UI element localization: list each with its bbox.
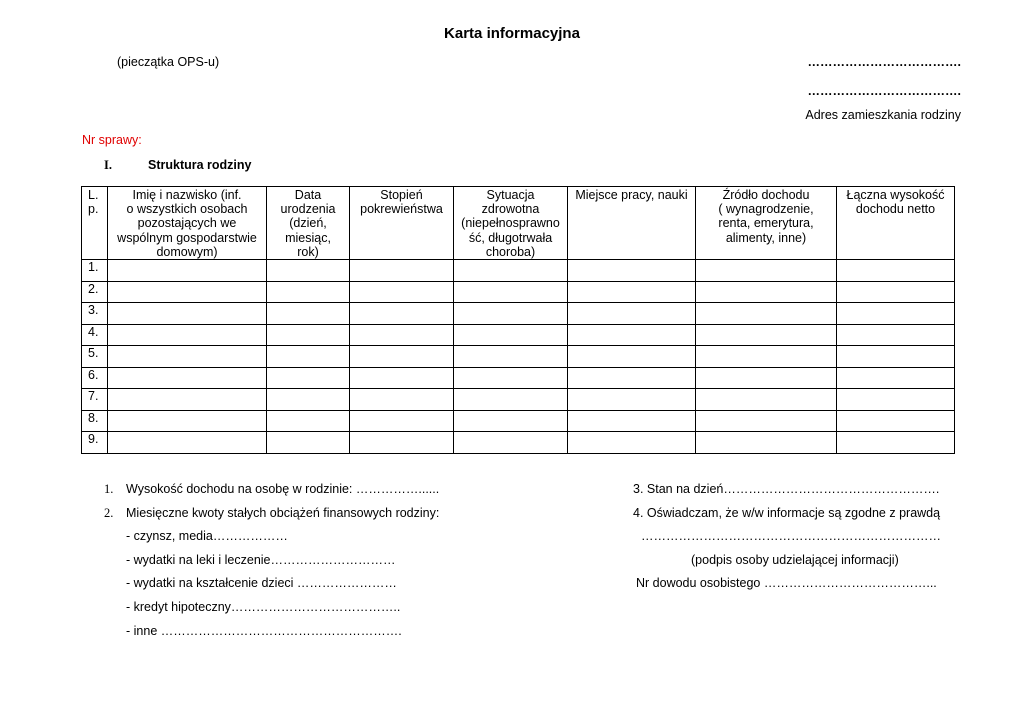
item-1-number: 1. xyxy=(104,482,114,496)
table-cell[interactable] xyxy=(568,389,696,411)
table-cell[interactable] xyxy=(568,410,696,432)
row-number: 8. xyxy=(82,410,108,432)
table-cell[interactable] xyxy=(696,432,837,454)
stamp-label: (pieczątka OPS-u) xyxy=(117,55,220,69)
table-cell[interactable] xyxy=(108,432,267,454)
table-row xyxy=(82,281,955,303)
table-cell[interactable] xyxy=(350,303,454,325)
address-dots-line-1: ………………………………. xyxy=(807,55,961,69)
table-cell[interactable] xyxy=(108,346,267,368)
section-title: Struktura rodziny xyxy=(148,158,252,172)
table-cell[interactable] xyxy=(267,389,350,411)
row-number: 1. xyxy=(82,260,108,282)
table-cell[interactable] xyxy=(837,367,955,389)
table-header-row xyxy=(82,187,955,260)
table-cell[interactable] xyxy=(267,324,350,346)
table-cell[interactable] xyxy=(696,260,837,282)
section-number: I. xyxy=(104,158,112,172)
table-cell[interactable] xyxy=(267,367,350,389)
table-cell[interactable] xyxy=(350,367,454,389)
table-cell[interactable] xyxy=(696,281,837,303)
table-cell[interactable] xyxy=(454,367,568,389)
table-cell[interactable] xyxy=(837,260,955,282)
cost-mortgage: - kredyt hipoteczny………………………………….. xyxy=(126,600,401,614)
table-cell[interactable] xyxy=(454,324,568,346)
column-header: L. p. xyxy=(82,187,108,260)
monthly-costs-heading: Miesięczne kwoty stałych obciążeń finansowych rodziny: xyxy=(126,506,440,520)
table-cell[interactable] xyxy=(267,281,350,303)
id-card-number-line: Nr dowodu osobistego …………………………………... xyxy=(636,576,937,590)
column-header: Imię i nazwisko (inf. o wszystkich osobach pozostających we wspólnym gospodarstwie domowym) xyxy=(108,187,267,260)
table-cell[interactable] xyxy=(837,389,955,411)
table-row xyxy=(82,324,955,346)
table-cell[interactable] xyxy=(454,410,568,432)
table-cell[interactable] xyxy=(454,346,568,368)
table-cell[interactable] xyxy=(696,410,837,432)
table-cell[interactable] xyxy=(568,367,696,389)
cost-rent-media: - czynsz, media……………… xyxy=(126,529,288,543)
table-cell[interactable] xyxy=(267,432,350,454)
table-cell[interactable] xyxy=(108,281,267,303)
table-cell[interactable] xyxy=(568,281,696,303)
table-cell[interactable] xyxy=(696,367,837,389)
family-structure-table xyxy=(81,186,955,454)
row-number: 5. xyxy=(82,346,108,368)
cost-other: - inne …………………………………………………. xyxy=(126,624,402,638)
income-per-person-line: Wysokość dochodu na osobę w rodzinie: ……………...... xyxy=(126,482,440,496)
table-row xyxy=(82,432,955,454)
table-cell[interactable] xyxy=(568,432,696,454)
table-cell[interactable] xyxy=(696,324,837,346)
cost-education: - wydatki na kształcenie dzieci …………………… xyxy=(126,576,397,590)
table-cell[interactable] xyxy=(108,410,267,432)
table-cell[interactable] xyxy=(837,303,955,325)
table-cell[interactable] xyxy=(267,260,350,282)
table-row xyxy=(82,367,955,389)
table-cell[interactable] xyxy=(696,346,837,368)
table-row xyxy=(82,410,955,432)
case-number-label: Nr sprawy: xyxy=(82,133,142,147)
row-number: 4. xyxy=(82,324,108,346)
signature-dots-line: ……………………………………………………………… xyxy=(641,529,941,543)
table-cell[interactable] xyxy=(350,260,454,282)
table-cell[interactable] xyxy=(108,367,267,389)
table-cell[interactable] xyxy=(108,389,267,411)
column-header: Źródło dochodu ( wynagrodzenie, renta, emerytura, alimenty, inne) xyxy=(696,187,837,260)
table-cell[interactable] xyxy=(837,410,955,432)
state-as-of-date-line: 3. Stan na dzień……………………………………………. xyxy=(633,482,940,496)
table-cell[interactable] xyxy=(350,410,454,432)
table-cell[interactable] xyxy=(350,324,454,346)
column-header: Stopień pokrewieństwa xyxy=(350,187,454,260)
table-row xyxy=(82,346,955,368)
table-cell[interactable] xyxy=(454,303,568,325)
table-row xyxy=(82,389,955,411)
table-cell[interactable] xyxy=(454,281,568,303)
declaration-text: 4. Oświadczam, że w/w informacje są zgodne z prawdą xyxy=(633,506,941,520)
column-header: Miejsce pracy, nauki xyxy=(568,187,696,260)
item-2-number: 2. xyxy=(104,506,114,520)
cost-medicine: - wydatki na leki i leczenie………………………… xyxy=(126,553,396,567)
table-cell[interactable] xyxy=(568,346,696,368)
table-cell[interactable] xyxy=(108,260,267,282)
document-title: Karta informacyjna xyxy=(444,25,580,42)
row-number: 6. xyxy=(82,367,108,389)
table-cell[interactable] xyxy=(837,432,955,454)
address-dots-line-2: ………………………………. xyxy=(807,84,961,98)
address-label: Adres zamieszkania rodziny xyxy=(805,108,961,122)
column-header: Łączna wysokość dochodu netto xyxy=(837,187,955,260)
table-cell[interactable] xyxy=(837,281,955,303)
table-row xyxy=(82,260,955,282)
table-cell[interactable] xyxy=(454,389,568,411)
table-cell[interactable] xyxy=(267,346,350,368)
table-cell[interactable] xyxy=(108,324,267,346)
table-cell[interactable] xyxy=(568,324,696,346)
table-cell[interactable] xyxy=(267,303,350,325)
table-cell[interactable] xyxy=(350,346,454,368)
table-cell[interactable] xyxy=(837,324,955,346)
table-cell[interactable] xyxy=(837,346,955,368)
row-number: 9. xyxy=(82,432,108,454)
row-number: 7. xyxy=(82,389,108,411)
table-row xyxy=(82,303,955,325)
table-cell[interactable] xyxy=(350,389,454,411)
table-cell[interactable] xyxy=(108,303,267,325)
row-number: 2. xyxy=(82,281,108,303)
table-cell[interactable] xyxy=(350,432,454,454)
column-header: Data urodzenia (dzień, miesiąc, rok) xyxy=(267,187,350,260)
table-cell[interactable] xyxy=(696,389,837,411)
table-cell[interactable] xyxy=(267,410,350,432)
row-number: 3. xyxy=(82,303,108,325)
signature-label: (podpis osoby udzielającej informacji) xyxy=(691,553,899,567)
table-cell[interactable] xyxy=(454,260,568,282)
table-cell[interactable] xyxy=(350,281,454,303)
table-cell[interactable] xyxy=(454,432,568,454)
table-cell[interactable] xyxy=(696,303,837,325)
column-header: Sytuacja zdrowotna (niepełnosprawno ść, długotrwała choroba) xyxy=(454,187,568,260)
table-cell[interactable] xyxy=(568,303,696,325)
table-cell[interactable] xyxy=(568,260,696,282)
